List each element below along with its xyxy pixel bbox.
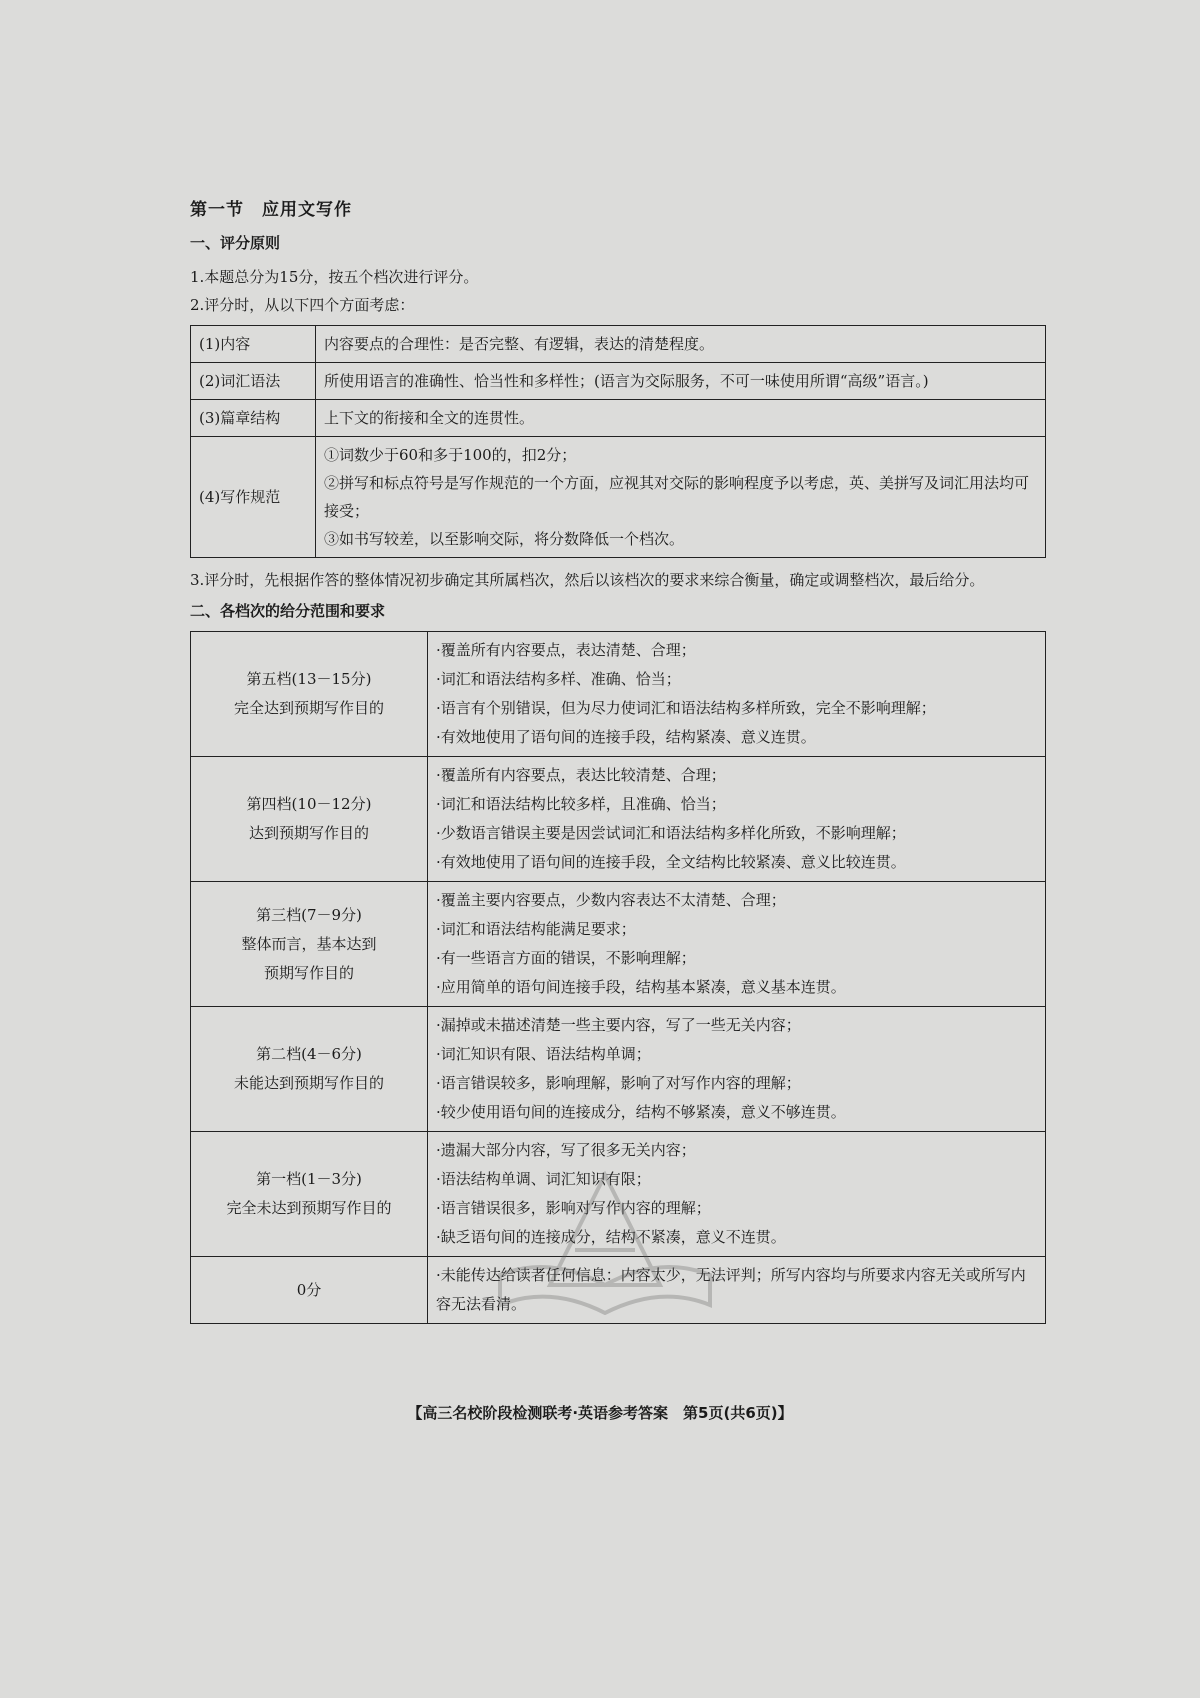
criteria-line: 所使用语言的准确性、恰当性和多样性；(语言为交际服务，不可一味使用所谓“高级”语言。) — [324, 372, 929, 390]
page-footer: 【高三名校阶段检测联考·英语参考答案 第5页(共6页)】 — [407, 1404, 793, 1422]
requirements-cell — [428, 1132, 1046, 1257]
band-line: 整体而言，基本达到 — [241, 934, 377, 953]
requirement-item: ·缺乏语句间的连接成分，结构不紧凑，意义不连贯。 — [436, 1228, 786, 1246]
requirement-item: ·漏掉或未描述清楚一些主要内容，写了一些无关内容； — [436, 1016, 801, 1034]
section-title: 第一节 应用文写作 — [190, 200, 352, 220]
criteria-line: 上下文的衔接和全文的连贯性。 — [324, 409, 535, 427]
criteria-desc — [316, 363, 1046, 400]
requirement-item: ·遗漏大部分内容，写了很多无关内容； — [436, 1141, 696, 1159]
band-line: 第四档(10－12分) — [246, 795, 372, 813]
rule-1: 1.本题总分为15分，按五个档次进行评分。 — [190, 268, 479, 286]
band-cell — [191, 1007, 428, 1132]
requirement-item: ·覆盖主要内容要点，少数内容表达不太清楚、合理； — [436, 891, 786, 909]
band-line: 完全未达到预期写作目的 — [226, 1199, 392, 1217]
requirement-item: ·少数语言错误主要是因尝试词汇和语法结构多样化所致，不影响理解； — [436, 824, 906, 842]
requirement-item: ·词汇和语法结构比较多样，且准确、恰当； — [436, 795, 726, 813]
part1-heading: 一、评分原则 — [190, 234, 281, 252]
band-row — [191, 1007, 1046, 1132]
document-page — [190, 195, 1046, 1324]
requirement-item: ·覆盖所有内容要点，表达清楚、合理； — [436, 641, 696, 659]
criteria-line: ①词数少于60和多于100的，扣2分； — [324, 446, 577, 464]
band-row — [191, 882, 1046, 1007]
requirement-item: ·语言错误很多，影响对写作内容的理解； — [436, 1199, 711, 1217]
band-row — [191, 632, 1046, 757]
requirement-item: ·语法结构单调、词汇知识有限； — [436, 1170, 651, 1188]
band-cell — [191, 882, 428, 1007]
band-cell — [191, 1132, 428, 1257]
band-row — [191, 1132, 1046, 1257]
band-line: 0分 — [296, 1280, 322, 1299]
band-line: 完全达到预期写作目的 — [233, 699, 384, 717]
requirement-item: ·有效地使用了语句间的连接手段，结构紧凑、意义连贯。 — [436, 728, 816, 746]
criteria-line: ②拼写和标点符号是写作规范的一个方面，应视其对交际的影响程度予以考虑，英、美拼写及词汇用法均可接受； — [324, 474, 1030, 520]
bands-table — [190, 631, 1046, 1324]
criteria-label: (4)写作规范 — [191, 437, 316, 558]
criteria-row — [191, 326, 1046, 363]
band-line: 第五档(13－15分) — [246, 670, 372, 688]
band-line: 第三档(7－9分) — [256, 905, 362, 924]
band-cell — [191, 757, 428, 882]
criteria-desc — [316, 326, 1046, 363]
part2-heading: 二、各档次的给分范围和要求 — [190, 602, 386, 620]
criteria-desc — [316, 437, 1046, 558]
requirements-cell — [428, 1007, 1046, 1132]
criteria-row — [191, 437, 1046, 558]
requirements-cell — [428, 632, 1046, 757]
requirement-item: ·有效地使用了语句间的连接手段，全文结构比较紧凑、意义比较连贯。 — [436, 853, 906, 871]
requirement-item: ·词汇和语法结构多样、准确、恰当； — [436, 670, 681, 688]
rule-3: 3.评分时，先根据作答的整体情况初步确定其所属档次，然后以该档次的要求来综合衡量，确定或调整档次，最后给分。 — [190, 571, 985, 589]
band-line: 第一档(1－3分) — [256, 1170, 362, 1188]
band-line: 预期写作目的 — [263, 963, 354, 982]
criteria-label: (2)词汇语法 — [191, 363, 316, 400]
criteria-label: (3)篇章结构 — [191, 400, 316, 437]
requirement-item: ·应用简单的语句间连接手段，结构基本紧凑，意义基本连贯。 — [436, 978, 846, 996]
band-line: 达到预期写作目的 — [248, 824, 369, 842]
requirements-cell — [428, 1257, 1046, 1324]
band-row — [191, 757, 1046, 882]
requirement-item: ·较少使用语句间的连接成分，结构不够紧凑，意义不够连贯。 — [436, 1103, 846, 1121]
requirements-cell — [428, 882, 1046, 1007]
band-row — [191, 1257, 1046, 1324]
criteria-desc — [316, 400, 1046, 437]
criteria-label: (1)内容 — [191, 326, 316, 363]
requirement-item: ·未能传达给读者任何信息：内容太少，无法评判；所写内容均与所要求内容无关或所写内容无法看清。 — [436, 1266, 1026, 1313]
criteria-table — [190, 325, 1046, 558]
requirement-item: ·词汇知识有限、语法结构单调； — [436, 1045, 651, 1063]
band-cell — [191, 1257, 428, 1324]
criteria-row — [191, 363, 1046, 400]
requirement-item: ·有一些语言方面的错误，不影响理解； — [436, 949, 696, 967]
band-line: 未能达到预期写作目的 — [233, 1074, 384, 1092]
criteria-line: ③如书写较差，以至影响交际，将分数降低一个档次。 — [324, 530, 685, 548]
requirement-item: ·语言错误较多，影响理解，影响了对写作内容的理解； — [436, 1074, 801, 1092]
requirement-item: ·覆盖所有内容要点，表达比较清楚、合理； — [436, 766, 726, 784]
band-cell — [191, 632, 428, 757]
requirement-item: ·语言有个别错误，但为尽力使词汇和语法结构多样所致，完全不影响理解； — [436, 699, 936, 717]
rule-2: 2.评分时，从以下四个方面考虑： — [190, 296, 415, 314]
requirements-cell — [428, 757, 1046, 882]
requirement-item: ·词汇和语法结构能满足要求； — [436, 920, 636, 938]
band-line: 第二档(4－6分) — [256, 1045, 362, 1063]
criteria-row — [191, 400, 1046, 437]
criteria-line: 内容要点的合理性：是否完整、有逻辑，表达的清楚程度。 — [324, 335, 715, 353]
